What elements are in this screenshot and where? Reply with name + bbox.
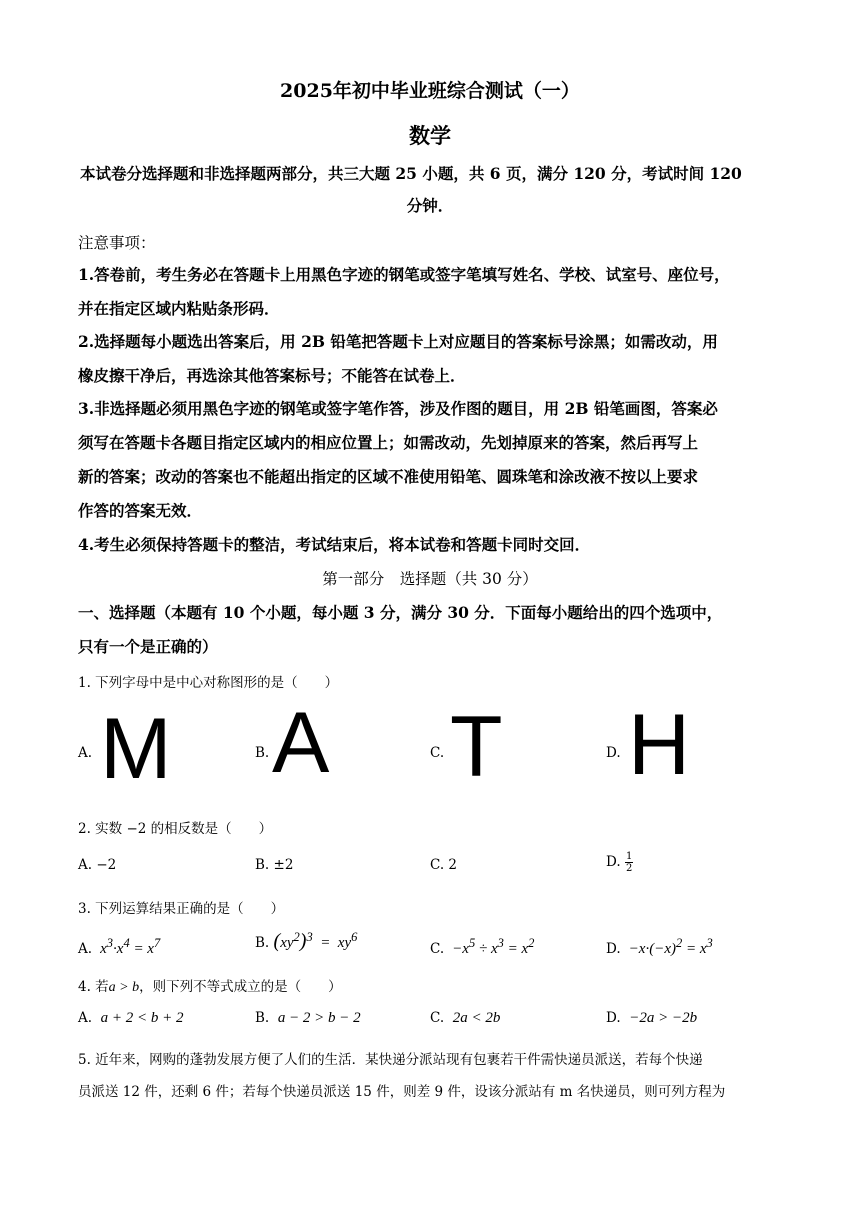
- q4-stem-condition: a > b: [108, 980, 140, 995]
- q3-option-d-formula: $-x\cdot(-x)^2 = x^3$: [624, 936, 713, 957]
- q2-option-a: A. −2: [78, 857, 117, 873]
- question-3-stem: 3. 下列运算结果正确的是（ ）: [78, 901, 285, 917]
- note-1-line-1: 1.答卷前，考生务必在答题卡上用黑色字迹的钢笔或签字笔填写姓名、学校、试室号、座位号，: [78, 265, 730, 284]
- part-1-heading: 第一部分 选择题（共 30 分）: [322, 570, 538, 588]
- q1-option-b-label: B.: [255, 745, 270, 761]
- fraction-numerator: 1: [625, 851, 633, 862]
- q2-option-d: [606, 851, 633, 874]
- question-4-stem: [78, 975, 342, 996]
- q3-option-a-formula: $x^3\cdot x^4 = x^7$: [96, 936, 161, 957]
- q4-option-b-label: B.: [255, 1010, 270, 1026]
- intro-line-2: 分钟．: [406, 196, 454, 215]
- q3-option-a-label: A.: [78, 941, 93, 957]
- q3-option-b-label: B.: [255, 935, 270, 951]
- section-1-line-1: 一、选择题（本题有 10 个小题，每小题 3 分，满分 30 分．下面每小题给出的四个选项中，: [78, 603, 723, 622]
- q3-option-b-formula: $(xy^2)^3 = xy^6$: [273, 930, 358, 952]
- q4-option-c-label: C.: [430, 1010, 445, 1026]
- q4-option-d-label: D.: [606, 1010, 621, 1026]
- question-2-stem: 2. 实数 −2 的相反数是（ ）: [78, 821, 273, 837]
- q2-option-c: C. 2: [430, 857, 458, 873]
- q3-option-d-label: D.: [606, 941, 621, 957]
- q4-option-d-formula: −2a > −2b: [629, 1010, 698, 1026]
- q1-option-a-label: A.: [78, 745, 93, 761]
- notes-heading: 注意事项：: [78, 234, 156, 252]
- note-3-line-2: 须写在答题卡各题目指定区域内的相应位置上；如需改动，先划掉原来的答案，然后再写上: [78, 433, 699, 452]
- note-4: 4.考生必须保持答题卡的整洁，考试结束后，将本试卷和答题卡同时交回．: [78, 535, 591, 554]
- q1-option-b-letter: A: [272, 695, 330, 791]
- q3-option-c-label: C.: [430, 941, 445, 957]
- q4-option-c-formula: 2a < 2b: [452, 1010, 501, 1026]
- q4-option-a-label: A.: [78, 1010, 93, 1026]
- q1-option-a-letter: M: [100, 701, 172, 797]
- q1-option-d-label: D.: [606, 745, 621, 761]
- note-3-line-1: 3.非选择题必须用黑色字迹的钢笔或签字笔作答，涉及作图的题目，用 2B 铅笔画图，答案必: [78, 399, 718, 418]
- q4-option-b: [255, 1010, 361, 1027]
- q3-option-d: [606, 936, 713, 958]
- question-5-line-1: 5. 近年来，网购的蓬勃发展方便了人们的生活．某快递分派站现有包裹若干件需快递员派送，若每个快递: [78, 1052, 703, 1068]
- q4-option-c: [430, 1010, 500, 1027]
- q1-option-c-label: C.: [430, 745, 445, 761]
- q3-option-c: [430, 936, 534, 958]
- q1-option-c-letter: T: [450, 699, 503, 795]
- question-1-stem: 1. 下列字母中是中心对称图形的是（ ）: [78, 675, 339, 691]
- subject-title: 数学: [409, 123, 451, 148]
- section-1-line-2: 只有一个是正确的）: [78, 637, 218, 656]
- q1-option-d-letter: H: [628, 697, 691, 793]
- q4-option-a-formula: a + 2 < b + 2: [100, 1010, 184, 1026]
- note-2-line-2: 橡皮擦干净后，再选涂其他答案标号；不能答在试卷上．: [78, 366, 466, 385]
- q2-option-d-label: D.: [606, 854, 621, 870]
- note-1-line-2: 并在指定区域内粘贴条形码．: [78, 299, 280, 318]
- q4-stem-suffix: ，则下列不等式成立的是（ ）: [139, 979, 342, 995]
- intro-line-1: 本试卷分选择题和非选择题两部分，共三大题 25 小题，共 6 页，满分 120 分，考试时间 120: [80, 164, 742, 183]
- note-3-line-3: 新的答案；改动的答案也不能超出指定的区域不准使用铅笔、圆珠笔和涂改液不按以上要求: [78, 467, 699, 486]
- question-5-line-2: 员派送 12 件，还剩 6 件；若每个快递员派送 15 件，则差 9 件，设该分派站有 m 名快递员，则可列方程为: [78, 1084, 726, 1100]
- exam-title: 2025年初中毕业班综合测试（一）: [280, 80, 580, 102]
- q2-option-b: B. ±2: [255, 857, 294, 873]
- fraction-denominator: 2: [625, 863, 633, 874]
- q4-option-a: [78, 1010, 184, 1027]
- q4-option-d: [606, 1010, 697, 1027]
- note-3-line-4: 作答的答案无效．: [78, 501, 203, 520]
- q4-option-b-formula: a − 2 > b − 2: [277, 1010, 361, 1026]
- q2-option-d-fraction: [625, 851, 633, 874]
- q3-option-c-formula: $-x^5 \div x^3 = x^2$: [448, 936, 535, 957]
- q3-option-b: [255, 930, 357, 953]
- note-2-line-1: 2.选择题每小题选出答案后，用 2B 铅笔把答题卡上对应题目的答案标号涂黑；如需改动，用: [78, 332, 718, 351]
- q4-stem-prefix: 4. 若: [78, 979, 109, 995]
- q3-option-a: [78, 936, 160, 958]
